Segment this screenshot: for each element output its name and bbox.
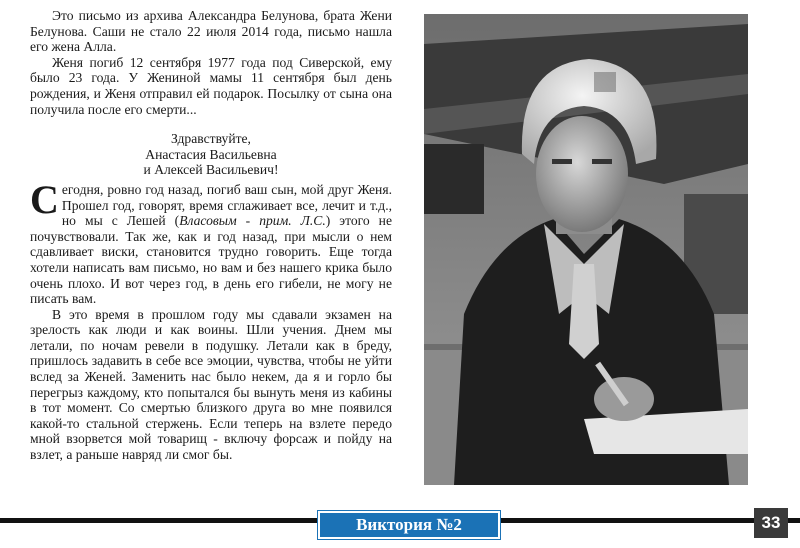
pilot-photo bbox=[424, 14, 748, 485]
editor-note: Власовым - прим. Л.С. bbox=[179, 213, 326, 229]
letter-paragraph-2: В это время в прошлом году мы сдавали экзамен на зрелость как люди и как воины. Шли учения. Днем мы летали, по ночам ревели в подушку. Летали как в бреду, пришлось задавить в себе все эмоции, чувства, чтобы не уйти вслед за Женей. Заменить нас было некем, да я и горло бы перегрыз каждому, кто попытался бы вынуть меня из кабины в тот момент. Со смертью близкого друга во мне появился какой-то стальной стержень. Если теперь на взлете передо мной взорвется мой товарищ - включу форсаж и пойду на взлет, а раньше навряд ли смог бы. bbox=[30, 306, 392, 463]
letter-paragraph-1 bbox=[30, 176, 392, 307]
article-text bbox=[30, 8, 392, 463]
intro-paragraph-1: Это письмо из архива Александра Белунова, брата Жени Белунова. Саши не стало 22 июля 2014 года, письмо нашла его жена Алла. bbox=[30, 8, 392, 55]
drop-cap: С bbox=[30, 176, 59, 222]
greeting-line-2: Анастасия Васильевна bbox=[145, 146, 277, 162]
letter-p1-start: егодня, ровно год назад, погиб ваш сын, мой друг Женя. Прошел год, говорят, время сглаживает все, лечит и т.д., но мы с Лешей ( bbox=[61, 181, 392, 229]
letter-greeting bbox=[30, 131, 392, 178]
intro-paragraph-2: Женя погиб 12 сентября 1977 года под Сиверской, ему было 23 года. У Жениной мамы 11 сентября был день рождения, и Женя отправил ей подарок. Посылку от сына она получила после его смерти... bbox=[30, 54, 392, 117]
letter-p1-end: ) этого не почувствовали. Так же, как и год назад, при мысли о нем сдавливает виски, становится трудно говорить. Еще тогда хотели написать вам письмо, но вам и без нашего крика было очень плохо. И вот через год, в день его гибели, не могу не писать вам. bbox=[30, 213, 392, 307]
greeting-line-1: Здравствуйте, bbox=[171, 131, 251, 147]
magazine-title-banner: Виктория №2 bbox=[318, 511, 500, 539]
greeting-line-3: и Алексей Васильевич! bbox=[143, 162, 279, 178]
page-number: 33 bbox=[754, 508, 788, 538]
letter-body bbox=[30, 176, 392, 463]
